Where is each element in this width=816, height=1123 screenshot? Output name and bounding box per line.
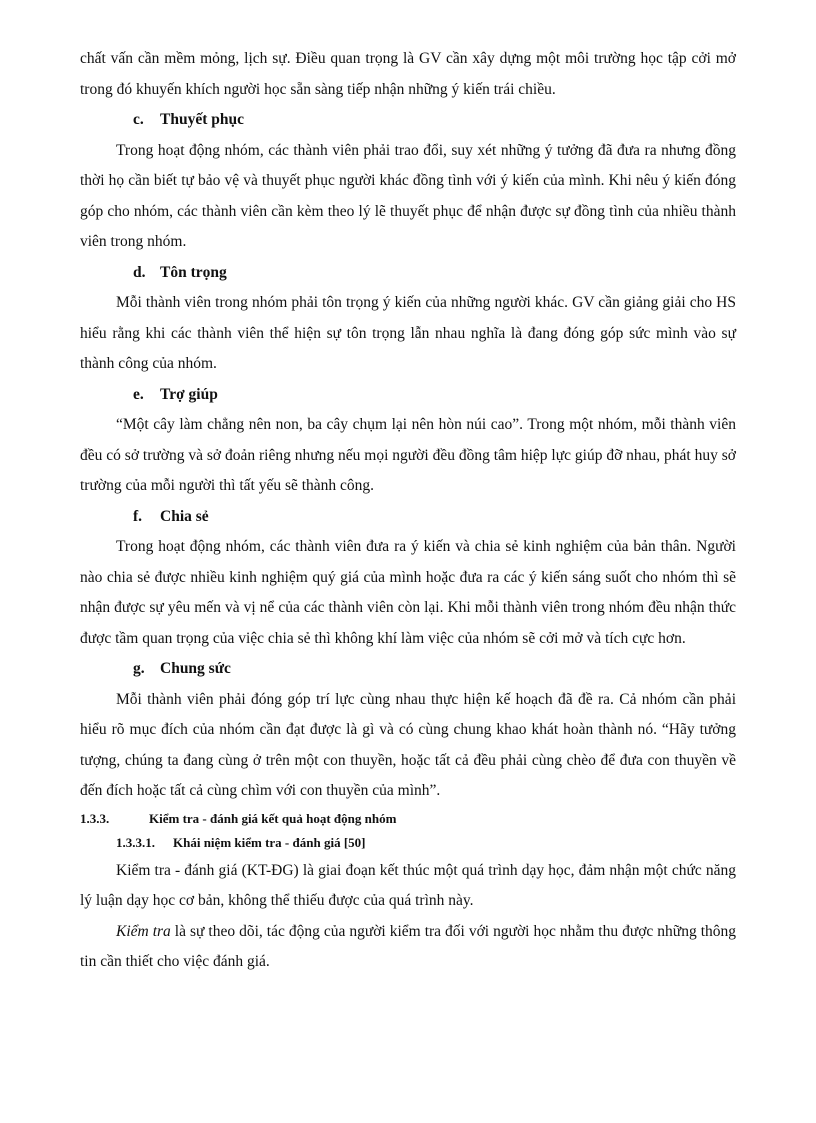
heading-tro-giup	[80, 380, 736, 411]
heading-label: g.	[133, 660, 145, 677]
heading-title: Tôn trọng	[160, 263, 227, 281]
heading-label: d.	[133, 263, 146, 281]
subsection-title: Kiểm tra - đánh giá kết quả hoạt động nhóm	[149, 810, 397, 826]
paragraph-kiem-tra	[80, 917, 736, 978]
heading-chung-suc	[80, 654, 736, 685]
paragraph-kt-dg-definition: Kiểm tra - đánh giá (KT-ĐG) là giai đoạn kết thúc một quá trình dạy học, đảm nhận một chức năng lý luận dạy học cơ bản, không thể thiếu được của quá trình này.	[80, 861, 736, 909]
subsection-number: 1.3.3.1.	[116, 834, 155, 850]
paragraph-thuyet-phuc: Trong hoạt động nhóm, các thành viên phải trao đổi, suy xét những ý tưởng đã đưa ra nhưng đồng thời họ cần biết tự bảo vệ và thuyết phục người khác đồng tình với ý kiến của mình. Khi nêu ý kiến đóng góp cho nhóm, các thành viên cần kèm theo lý lẽ thuyết phục để nhận được sự đồng tình của nhiều thành viên trong nhóm.	[80, 141, 736, 250]
heading-title: Trợ giúp	[160, 385, 218, 403]
paragraph-ton-trong: Mỗi thành viên trong nhóm phải tôn trọng ý kiến của những người khác. GV cần giảng giải cho HS hiểu rằng khi các thành viên thể hiện sự tôn trọng lẫn nhau nghĩa là đang đóng góp sức mình vào sự thành công của nhóm.	[80, 294, 736, 372]
heading-ton-trong	[80, 258, 736, 289]
heading-label: c.	[133, 111, 144, 128]
term-kiem-tra: Kiểm tra	[116, 922, 171, 940]
heading-label: f.	[133, 507, 143, 525]
heading-thuyet-phuc	[80, 105, 736, 136]
heading-title: Chung sức	[160, 660, 231, 677]
subsection-number: 1.3.3.	[80, 810, 110, 826]
paragraph-tro-giup: “Một cây làm chẳng nên non, ba cây chụm lại nên hòn núi cao”. Trong một nhóm, mỗi thành viên đều có sở trường và sở đoản riêng nhưng nếu mọi người đều đồng tâm hiệp lực giúp đỡ nhau, phát huy sở trường của mỗi người thì tất yếu sẽ thành công.	[80, 416, 736, 494]
heading-chia-se	[80, 502, 736, 533]
paragraph-intro: chất vấn cần mềm mỏng, lịch sự. Điều quan trọng là GV cần xây dựng một môi trường học tập cởi mở trong đó khuyến khích người học sẵn sàng tiếp nhận những ý kiến trái chiều.	[80, 50, 736, 98]
heading-title: Chia sẻ	[160, 507, 209, 525]
paragraph-chia-se: Trong hoạt động nhóm, các thành viên đưa ra ý kiến và chia sẻ kinh nghiệm của bản thân. Người nào chia sẻ được nhiều kinh nghiệm quý giá của mình hoặc đưa ra các ý kiến sáng suốt cho nhóm thì sẽ nhận được sự yêu mến và vị nể của các thành viên còn lại. Khi mỗi thành viên trong nhóm đều nhận thức được tầm quan trọng của việc chia sẻ thì không khí làm việc của nhóm sẽ cởi mở và tích cực hơn.	[80, 538, 736, 647]
subsection-title: Khái niệm kiểm tra - đánh giá [50]	[173, 834, 366, 850]
subsection-heading-1-3-3	[80, 807, 736, 830]
heading-label: e.	[133, 385, 144, 403]
paragraph-chung-suc: Mỗi thành viên phải đóng góp trí lực cùng nhau thực hiện kế hoạch đã đề ra. Cả nhóm cần phải hiểu rõ mục đích của nhóm cần đạt được là gì và có cùng chung khao khát hoàn thành nó. “Hãy tưởng tượng, chúng ta đang cùng ở trên một con thuyền, hoặc tất cả đều phải cùng chèo để đưa con thuyền về đến đích hoặc tất cả cùng chìm với con thuyền của mình”.	[80, 690, 736, 799]
heading-title: Thuyết phục	[160, 111, 244, 128]
subsection-heading-1-3-3-1	[80, 830, 736, 856]
paragraph-kiem-tra-text: là sự theo dõi, tác động của người kiểm tra đối với người học nhằm thu được những thông tin cần thiết cho việc đánh giá.	[80, 922, 737, 970]
